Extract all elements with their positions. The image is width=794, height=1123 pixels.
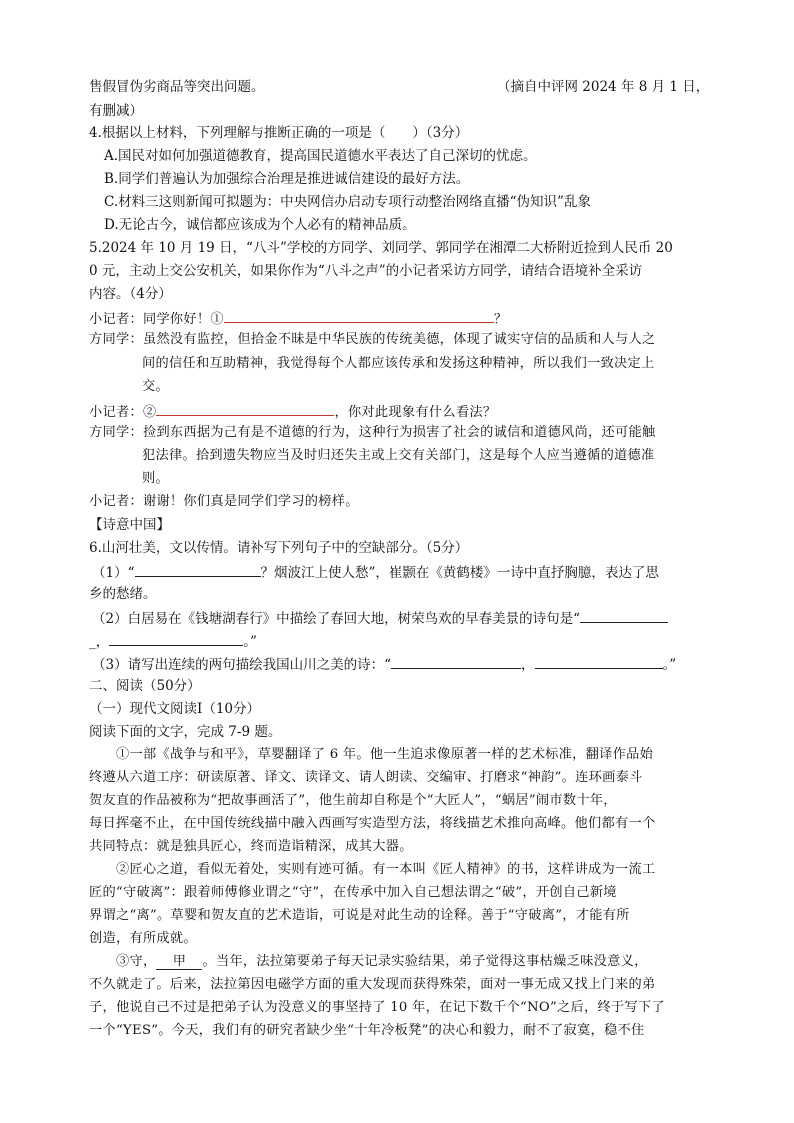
intro-line-1	[89, 78, 265, 96]
q6-part-2-line-2: _， 。”	[89, 631, 257, 651]
para3-line-4: 一个“YES”。今天，我们有的研究者缺少坐“十年冷板凳”的决心和毅力，耐不了寂寞，稳不住	[89, 1023, 645, 1038]
dialogue-reporter-2: 小记者：② ，你对此现象有什么看法？	[89, 401, 496, 422]
dialogue-fang-2-line-1: 方同学：捡到东西据为己有是不道德的行为，这种行为损害了社会的诚信和道德风尚，还可能触	[89, 425, 656, 440]
poem-blank-5[interactable]	[535, 654, 663, 669]
dialogue-fang-1-line-1: 方同学：虽然没有监控，但拾金不昧是中华民族的传统美德，体现了诚实守信的品质和人与人之	[89, 332, 656, 347]
q6-part-3: （3）请写出连续的两句描绘我国山川之美的诗：“ ， 。”	[92, 654, 676, 674]
intro-text: 售假冒伪劣商品等突出问题。	[89, 79, 265, 95]
blank-jia[interactable]: 甲	[156, 953, 202, 970]
q6-part-2-line-1: （2）白居易在《钱塘湖春行》中描绘了春回大地，树荣鸟欢的早春美景的诗句是“	[92, 608, 668, 628]
para1-line-4: 每日挥毫不止，在中国传统线描中融入西画写实造型方法，将线描艺术推向高峰。他们都有一个	[89, 816, 656, 831]
q6-part-1-line-1: （1）“ ？烟波江上使人愁”，崔颢在《黄鹤楼》一诗中直抒胸臆，表达了思	[92, 562, 659, 582]
para2-line-2: 匠的“守破离”：跟着师傅修业谓之“守”，在传承中加入自己想法谓之“破”，开创自己新境	[89, 885, 617, 900]
speaker-label: 方同学：	[89, 332, 143, 347]
para1-line-5: 共同特点：就是独具匠心，终而造诣精深，成其大器。	[89, 839, 413, 854]
para3-line-2: 不久就走了。后来，法拉第因电磁学方面的重大发现而获得殊荣，面对一事无成又找上门来的弟	[89, 977, 656, 992]
poem-blank-3[interactable]	[109, 631, 243, 646]
q6-stem: 6.山河壮美，文以传情。请补写下列句子中的空缺部分。（5分）	[89, 540, 469, 556]
para1-line-1: ①一部《战争与和平》，草婴翻译了 6 年。他一生追求像原著一样的艺术标准，翻译作品始	[116, 747, 654, 762]
para2-line-4: 创造，有所成就。	[89, 931, 197, 946]
reading-instruction: 阅读下面的文字，完成 7-9 题。	[89, 724, 282, 740]
q4-option-b: B.同学们普遍认为加强综合治理是推进诚信建设的最好方法。	[104, 171, 470, 187]
speaker-label: 小记者：	[89, 312, 143, 327]
q4-option-d: D.无论古今，诚信都应该成为个人必有的精神品质。	[104, 217, 416, 233]
blank-marker-1: ①	[210, 312, 224, 327]
source-citation: （摘自中评网 2024 年 8 月 1 日，	[497, 79, 710, 95]
dialogue-fang-2-line-2: 犯法律。拾到遗失物应当及时归还失主或上交有关部门，这是每个人应当遵循的道德准	[142, 448, 655, 463]
para1-line-3: 贺友直的作品被称为“把故事画活了”，他生前却自称是个“大匠人”，“蜗居”闹市数十年，	[89, 793, 617, 808]
speaker-label: 小记者：	[89, 405, 143, 420]
poem-blank-1[interactable]	[135, 562, 261, 577]
para2-line-1: ②匠心之道，看似无着处，实则有迹可循。有一本叫《匠人精神》的书，这样讲成为一流工	[116, 862, 656, 877]
para1-line-2: 终遵从六道工序：研读原著、译文、读译文、请人朗读、交编审、打磨求“神韵”。连环画泰斗	[89, 770, 643, 785]
para2-line-3: 界谓之“离”。草婴和贺友直的艺术造诣，可说是对此生动的诠释。善于“守破离”，才能有所	[89, 908, 630, 923]
q6-part-1-line-2: 乡的愁绪。	[89, 586, 157, 602]
blank-marker-2: ②	[142, 405, 157, 420]
dialogue-fang-1-line-3: 交。	[142, 379, 169, 394]
part-two-heading: 二、阅读（50分）	[89, 678, 201, 694]
q4-option-c: C.材料三这则新闻可拟题为：中央网信办启动专项行动整治网络直播“伪知识”乱象	[104, 194, 591, 210]
q5-stem-line-2: 0 元，主动上交公安机关，如果你作为“八斗之声”的小记者采访方同学，请结合语境补全采访	[89, 263, 643, 279]
dialogue-reporter-3: 小记者：谢谢！你们真是同学们学习的榜样。	[89, 494, 359, 509]
q5-stem-line-1: 5.2024 年 10 月 19 日，“八斗”学校的方同学、刘同学、郭同学在湘潭二大桥附近捡到人民币 20	[89, 240, 673, 256]
speaker-label: 小记者：	[89, 494, 143, 509]
answer-blank-1[interactable]	[224, 308, 494, 323]
dialogue-fang-2-line-3: 则。	[142, 471, 169, 486]
q5-stem-line-3: 内容。（4分）	[89, 286, 172, 302]
para3-line-1: ③守， 甲 。当年，法拉第要弟子每天记录实验结果，弟子觉得这事枯燥乏味没意义，	[116, 954, 648, 969]
reading-sub-heading: （一）现代文阅读Ⅰ（10分）	[89, 701, 261, 717]
intro-line-2: 有删减）	[89, 103, 143, 119]
answer-blank-2[interactable]	[156, 401, 334, 416]
para3-line-3: 子，他说自己不过是把弟子认为没意义的事坚持了 10 年，在记下数千个“NO”之后，终于写下了	[89, 1000, 665, 1015]
q4-stem: 4.根据以上材料，下列理解与推断正确的一项是（ ）（3分）	[89, 125, 469, 141]
q4-option-a: A.国民对如何加强道德教育，提高国民道德水平表达了自己深切的忧虑。	[104, 148, 537, 164]
section-heading-poetry: 【诗意中国】	[89, 517, 170, 533]
dialogue-reporter-1: 小记者：同学你好！① ？	[89, 308, 507, 329]
speaker-label: 方同学：	[89, 425, 143, 440]
poem-blank-2[interactable]	[580, 608, 668, 623]
dialogue-fang-1-line-2: 间的信任和互助精神，我觉得每个人都应该传承和发扬这种精神，所以我们一致决定上	[142, 356, 655, 371]
poem-blank-4[interactable]	[391, 654, 521, 669]
